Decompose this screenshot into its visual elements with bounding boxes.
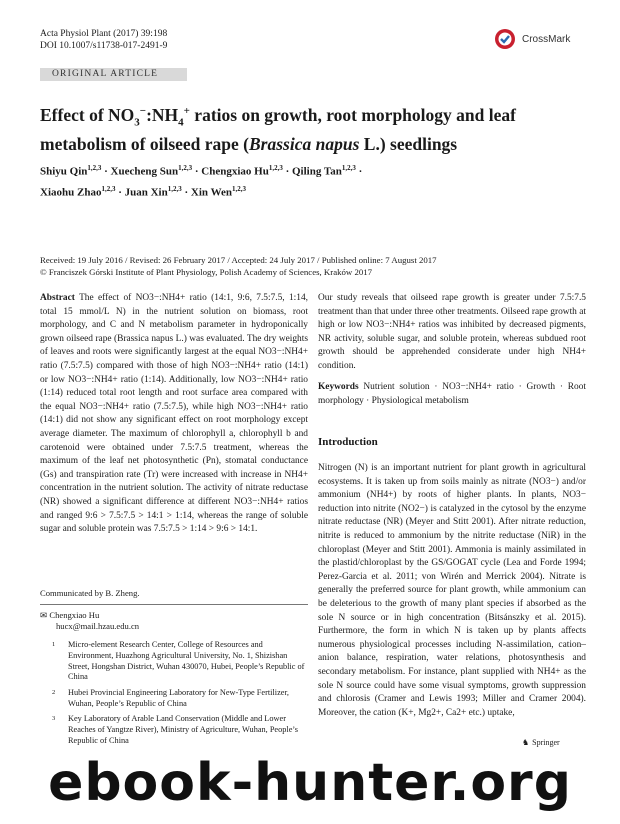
copyright: © Franciszek Górski Institute of Plant Physiology, Polish Academy of Sciences, Kraków 2017	[40, 267, 373, 277]
springer-horse-icon: ♞	[522, 738, 530, 747]
doi: DOI 10.1007/s11738-017-2491-9	[40, 41, 168, 51]
affiliation-number: 2	[52, 689, 56, 696]
keywords-text: Nutrient solution · NO3−:NH4+ ratio · Growth · Root morphology · Physiological metabolism	[318, 382, 586, 406]
affiliation-text: Key Laboratory of Arable Land Conservation (Middle and Lower Reaches of Yangtze River), Ministry of Agriculture, Wuhan, People’s Republic of China	[68, 714, 298, 745]
crossmark-icon	[494, 28, 516, 50]
introduction-text: Nitrogen (N) is an important nutrient for plant growth in agricultural ecosystems. It is taken up from soils mainly as nitrate (NO3−) and/or ammonium (NH4+) by roots of higher plants. In plants, NO3− reduction into nitrite (NO2−) is catalyzed in the cytosol by the enzyme nitrate reductase (NR) (Meyer and Stitt 2001). After nitrate reduction, nitrite is reduced to ammonium by the nitrite reductase (NiR) in the chloroplast (Meyer and Stitt 2001). Ammonia is mainly assimilated in the plastid/chloroplast by the GS/GOGAT cycle (Lea and Forde 1994; Perez-Garcia et al. 2011; von Wirén and Merrick 2004). Nitrate is generally the preferred source for plant growth, while ammonium can be deleterious to the growth of many plant species if absorbed as the sole N source or in high concentration (Bitsánszky et al. 2015). Furthermore, the form in which N is taken up by plants affects numerous physiological processes including N-assimilation, cation–anion balance, respiration, water relations, photosynthesis and secondary metabolism. For instance, plant supplied with NH4+ as the sole N source could have some visual symptoms, growth suppression and chlorosis (Cramer and Lewis 1993; Miller and Cramer 2004). Moreover, the cation (K+, Mg2+, Ca2+ etc.) uptake,	[318, 463, 586, 718]
title-line-2: metabolism of oilseed rape (Brassica napus L.) seedlings	[40, 134, 458, 155]
affiliation-1	[40, 640, 308, 683]
journal-header	[40, 28, 167, 52]
affiliation-number: 3	[52, 715, 56, 722]
title-line-1: Effect of $NO_3^-:NH_4^+$ ratios on growth, root morphology and leaf	[40, 104, 516, 129]
history-dates: Received: 19 July 2016 / Revised: 26 February 2017 / Accepted: 24 July 2017 / Published online: 7 August 2017	[40, 255, 437, 265]
journal-citation: Acta Physiol Plant (2017) 39:198	[40, 29, 168, 39]
abstract-text: The effect of NO3−:NH4+ ratio (14:1, 9:6, 7.5:7.5, 1:14, total 15 mmol/L N) in the nutrient solution on biomass, root morphology, and C and N metabolism parameter in hydroponically grown oilseed rape (Brassica napus L.) was evaluated. The dry weights of leaves and roots were significantly largest at the equal NO3−:NH4+ ratio (7.5:7.5) compared with those of high NO3−:NH4+ ratio (14:1) or low NO3−:NH4+ ratio (1:14). Additionally, low NO3−:NH4+ ratio (1:14) reduced total root length and root surface area compared with the equal NO3−:NH4+ ratio (7.5:7.5), while high NO3−:NH4+ ratio (14:1) did not show any significant effect on root morphology except average diameter. The maximum of chlorophyll a, chlorophyll b and carotenoid were obtained under 7.5:7.5 treatment, whereas the maximum of the leaf net photosynthetic (Pn), stomatal conductance (Gs) and transpiration rate (Tr) were increased with increase in NH4+ concentration in the nutrient solution. The activity of nitrate reductase (NR) showed a significant difference at different NO3−:NH4+ ratios and ranged 9:6 > 7.5:7.5 > 14:1 > 1:14, whereas the range of soluble sugar and soluble protein was 7.5:7.5 > 1:14 > 9:6 > 14:1.	[40, 293, 308, 535]
affiliation-3	[40, 714, 308, 746]
affiliation-2	[40, 688, 308, 710]
abstract	[40, 292, 308, 537]
watermark: ebook-hunter.org	[48, 753, 572, 813]
crossmark-label: CrossMark	[522, 33, 571, 45]
article-history	[40, 254, 585, 278]
affiliation-text: Micro-element Research Center, College of Resources and Environment, Huazhong Agricultural University, No. 1, Shizishan Street, Hongshan District, Wuhan 430070, Hubei, People’s Republic of China	[68, 640, 305, 682]
authors-line-1: Shiyu Qin$^{1,2,3}$ · Xuecheng Sun$^{1,2,3}$ · Chengxiao Hu$^{1,2,3}$ · Qiling Tan$^{1,2,3}$ ·	[40, 164, 363, 178]
affiliation-number: 1	[52, 641, 56, 648]
keywords-heading: Keywords	[318, 382, 359, 392]
abstract-heading: Abstract	[40, 293, 75, 303]
article-type-label: ORIGINAL ARTICLE	[40, 68, 187, 81]
crossmark-badge[interactable]	[494, 28, 570, 50]
publisher-name: Springer	[532, 738, 560, 747]
keywords	[318, 381, 586, 408]
publisher-logo	[522, 738, 560, 747]
corresponding-author	[40, 610, 308, 632]
envelope-icon: ✉	[40, 610, 48, 620]
authors-line-2: Xiaohu Zhao$^{1,2,3}$ · Juan Xin$^{1,2,3}$ · Xin Wen$^{1,2,3}$	[40, 184, 246, 199]
corresponding-name: Chengxiao Hu	[49, 610, 100, 620]
abstract-continued: Our study reveals that oilseed rape growth is greater under 7.5:7.5 treatment than that under three other treatments. Oilseed rape growth at high or low NO3−:NH4+ ratios was inhibited by decreased pigments, NR activity, soluble sugar, and soluble protein, whereas subdued root growth should be apprehended considerate under high NH4+ condition.	[318, 293, 586, 371]
communicated-by: Communicated by B. Zheng.	[40, 588, 140, 598]
introduction-heading: Introduction	[318, 436, 378, 448]
footnote-divider	[40, 604, 308, 605]
affiliation-text: Hubei Provincial Engineering Laboratory for New-Type Fertilizer, Wuhan, People’s Republic of China	[68, 688, 289, 708]
author-list	[40, 160, 580, 201]
paper-title	[40, 100, 580, 155]
corresponding-email[interactable]: hucx@mail.hzau.edu.cn	[56, 621, 140, 631]
